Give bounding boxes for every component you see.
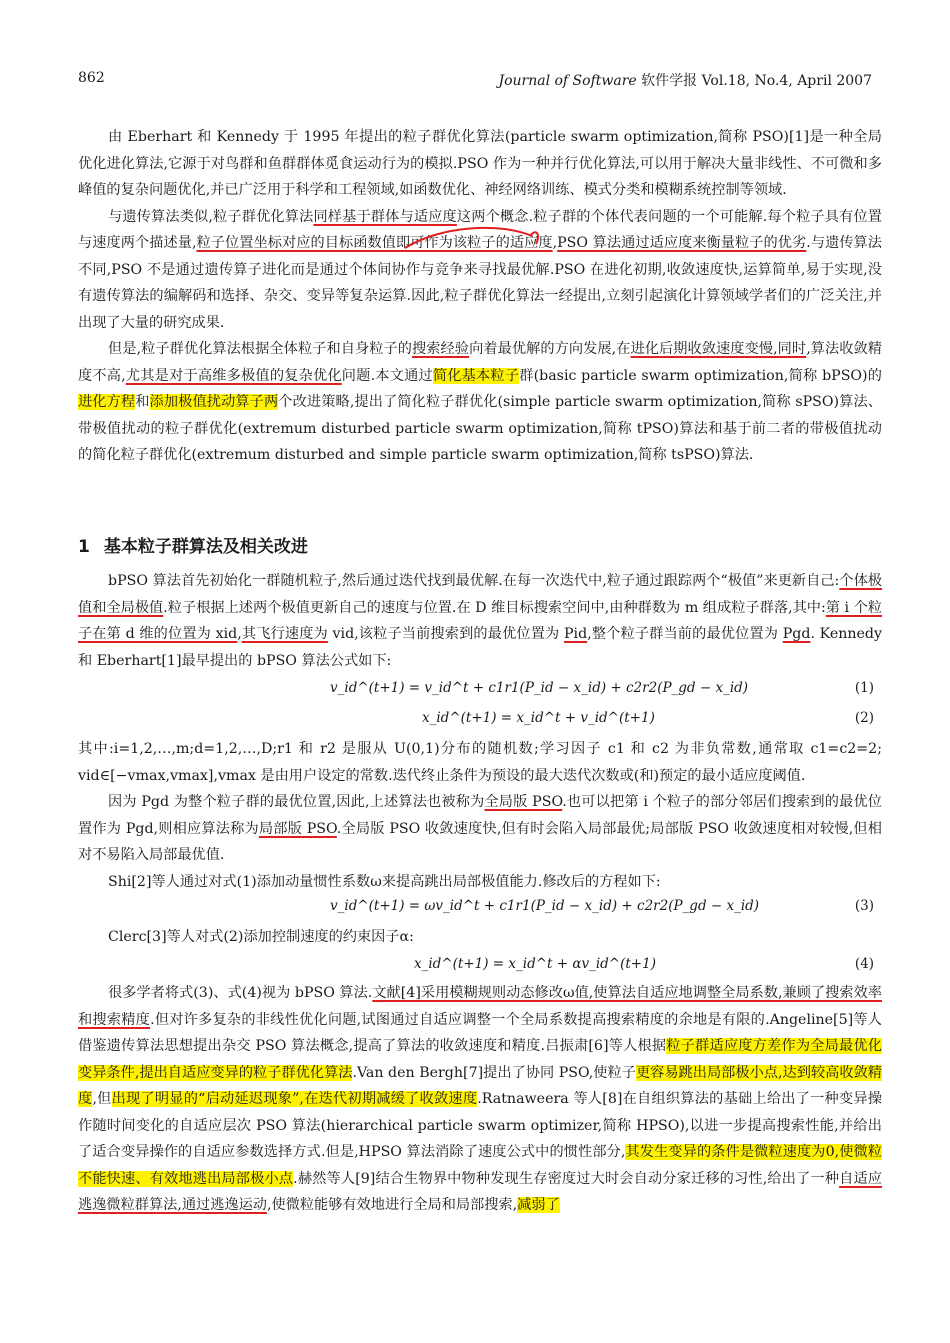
text-run: 但是,粒子群优化算法根据全体粒子和自身粒子的 [108,341,413,357]
underlined-text: PSO 算法通过适应度来衡量粒子的优劣 [557,235,807,251]
underlined-text: 全局版 PSO [484,794,563,810]
text-run: bPSO 算法首先初始化一群随机粒子,然后通过迭代找到最优解.在每一次迭代中,粒子通过跟踪两个“极值”来更新自己: [108,573,840,589]
text-run: 由 Eberhart 和 Kennedy 于 1995 年提出的粒子群优化算法(particle swarm optimization,简称 PSO)[1]是一种全局优化进化算法,它源于对鸟群和鱼群群体觅食运动行为的模拟.PSO 作为一种并行优化算法,可以用于解决大量非线性、不可微和多峰值的复杂问题优化,并已广泛用于科学和工程领域,如函数优化、神经网络训练、模式分类和模糊系统控制等领域. [78,129,882,198]
text-run: 其中:i=1,2,…,m;d=1,2,…,D;r1 和 r2 是服从 U(0,1)分布的随机数;学习因子 c1 和 c2 为非负常数,通常取 c1=c2=2; vid∈[−vmax,vmax],vmax 是由用户设定的常数.迭代终止条件为预设的最大迭代次数或(和)预定的最小适应度阈值. [78,741,882,784]
text-run: .Van den Bergh[7]提出了协同 PSO,使粒子 [352,1064,636,1081]
highlighted-text: 其发生变异的条件是微粒速度为0,使微粒不能快速、有效地逃出局部极小点 [78,1144,882,1187]
text-run: 向着最优解的方向发展,在 [469,341,631,357]
underlined-text: Pid [564,626,588,642]
text-run: ,使微粒能够有效地进行全局和局部搜索, [266,1197,518,1213]
underlined-text: 进化后期收敛速度变慢,同时 [630,341,807,357]
text-run: .全局版 PSO 收敛速度快,但有时会陷入局部最优;局部版 PSO 收敛速度相对较慢,但相对不易陷入局部最优值. [78,820,882,863]
text-run: . Kennedy 和 Eberhart[1]最早提出的 bPSO 算法公式如下: [78,626,882,669]
text-run: , [237,626,242,642]
text-run: 很多学者将式(3)、式(4)视为 bPSO 算法. [108,985,373,1001]
text-run: .赫然等人[9]结合生物界中物种发现生存密度过大时会自动分家迁移的习性,给出了一种 [293,1170,840,1187]
text-run: .Ratnaweera 等人[8]在自组织算法的基础上给出了一种变异操作随时间变化的自适应层次 PSO 算法(hierarchical particle swarm optimizer,简称 HPSO),以进一步提高搜索性能,并给出了适合变异操作的自适应参数选择方式.但是,HPSO 算法消除了速度公式中的惯性部分, [78,1091,882,1160]
page-number: 862 [78,70,105,86]
para-8 [78,924,882,951]
text-run: .但对许多复杂的非线性优化问题,试图通过自适应调整一个全局系数提高搜索精度的余地是有限的.Angeline[5]等人借鉴遗传算法思想提出杂交 PSO 算法概念,提高了算法的收敛速度和精度.吕振肃[6]等人根据 [78,1011,882,1054]
underlined-text: 搜索经验 [412,341,470,357]
section-number: 1 [78,537,90,557]
text-run: 与遗传算法类似,粒子群优化算法 [108,208,314,225]
equation-4-number: (4) [854,956,874,972]
underlined-text: 粒子位置坐标对应的目标函数值即可作为该粒子的适应度 [196,235,553,251]
underlined-text: 自适应逃逸微粒群算法,通过逃逸运动 [78,1170,882,1213]
para-7 [78,869,882,896]
journal-name-cn: 软件学报 [641,73,698,89]
text-run: 因为 Pgd 为整个粒子群的最优位置,因此,上述算法也被称为 [108,794,485,810]
running-header [498,70,872,90]
para-6 [78,789,882,869]
text-run: .粒子根据上述两个极值更新自己的速度与位置.在 D 维目标搜索空间中,由种群数为 m 组成粒子群落,其中: [163,599,826,616]
text-run: .也可以把第 i 个粒子的部分邻居们搜索到的最优位置作为 Pgd,则相应算法称为 [78,794,882,837]
equation-3: v_id^(t+1) = ωv_id^t + c1r1(P_id − x_id) + c2r2(P_gd − x_id) [330,898,760,914]
underlined-text: 尤其是对于高维多极值的复杂优化 [125,367,342,384]
text-run: 和 [135,394,150,410]
highlighted-text: 粒子群适应度方差作为全局最优化变异条件,提出自适应变异的粒子群优化算法 [78,1038,882,1081]
underlined-text: 第 i 个粒子在第 d 维的位置为 xid [78,599,882,642]
section-title: 基本粒子群算法及相关改进 [103,537,308,557]
highlighted-text: 出现了明显的“启动延迟现象”,在迭代初期减缓了收敛速度 [111,1091,478,1107]
equation-1-number: (1) [854,680,874,696]
equation-1: v_id^(t+1) = v_id^t + c1r1(P_id − x_id) + c2r2(P_gd − x_id) [330,680,749,696]
journal-volume: Vol.18, No.4, April 2007 [701,73,872,89]
highlighted-text: 添加极值扰动算子两 [149,394,279,410]
equation-4: x_id^(t+1) = x_id^t + αv_id^(t+1) [414,956,656,972]
text-run: 问题.本文通过 [341,367,433,384]
text-run: ,整个粒子群当前的最优位置为 [587,626,783,642]
para-5 [78,736,882,789]
para-9 [78,980,882,1219]
para-1 [78,124,882,204]
underlined-text: 文献[4]采用模糊规则动态修改ω值,使算法自适应地调整全局系数,兼顾了搜索效率和搜索精度 [78,985,882,1028]
text-run: Clerc[3]等人对式(2)添加控制速度的约束因子α: [108,929,414,945]
underlined-text: 局部版 PSO [258,820,337,837]
section-heading [78,532,308,557]
paragraph-bpso [78,568,882,674]
equation-2: x_id^(t+1) = x_id^t + v_id^(t+1) [422,710,655,726]
text-run: .与遗传算法不同,PSO 不是通过遗传算子进化而是通过个体间协作与竞争来寻找最优解.PSO 在进化初期,收敛速度快,运算简单,易于实现,没有遗传算法的编解码和选择、杂交、变异等复杂运算.因此,粒子群优化算法一经提出,立刻引起演化计算领域学者们的广泛关注,并出现了大量的研究成果. [78,235,882,331]
journal-name: Journal of Software [498,73,637,89]
underlined-text: Pgd [782,626,811,642]
text-run: 群(basic particle swarm optimization,简称 bPSO)的 [519,367,882,384]
highlighted-text: 简化基本粒子 [432,367,520,384]
text-run: vid,该粒子当前搜索到的最优位置为 [327,626,565,642]
highlighted-text: 更容易跳出局部极小点,达到较高收敛精度 [78,1064,882,1107]
paragraph-intro [78,124,882,469]
paragraph-clerc [78,924,882,951]
para-4 [78,568,882,674]
underlined-text: 其飞行速度为 [241,626,328,642]
underlined-text: 个体极值和全局极值 [78,573,882,616]
text-run: 这两个概念.粒子群的个体代表问题的一个可能解.每个粒子具有位置与速度两个描述量, [78,208,882,251]
text-run: 个改进策略,提出了简化粒子群优化(simple particle swarm optimization,简称 sPSO)算法、带极值扰动的粒子群优化(extremum disturbed particle swarm optimization,简称 tPSO)算法和基于前二者的带极值扰动的简化粒子群优化(extremum disturbed and simple particle swarm optimization,简称 tsPSO)算法. [78,394,882,463]
equation-2-number: (2) [854,710,874,726]
paragraph-related-work [78,980,882,1219]
paragraph-params [78,736,882,895]
equation-3-number: (3) [854,898,874,914]
text-run: ,但 [92,1091,112,1107]
text-run: Shi[2]等人通过对式(1)添加动量惯性系数ω来提高跳出局部极值能力.修改后的方程如下: [108,873,661,890]
highlighted-text: 减弱了 [517,1197,560,1213]
para-2 [78,204,882,337]
para-3 [78,336,882,469]
text-run: ,算法收敛精度不高, [78,341,882,384]
highlighted-text: 进化方程 [78,394,136,410]
underlined-text: 同样基于群体与适应度 [313,208,457,225]
text-run: , [552,235,558,251]
